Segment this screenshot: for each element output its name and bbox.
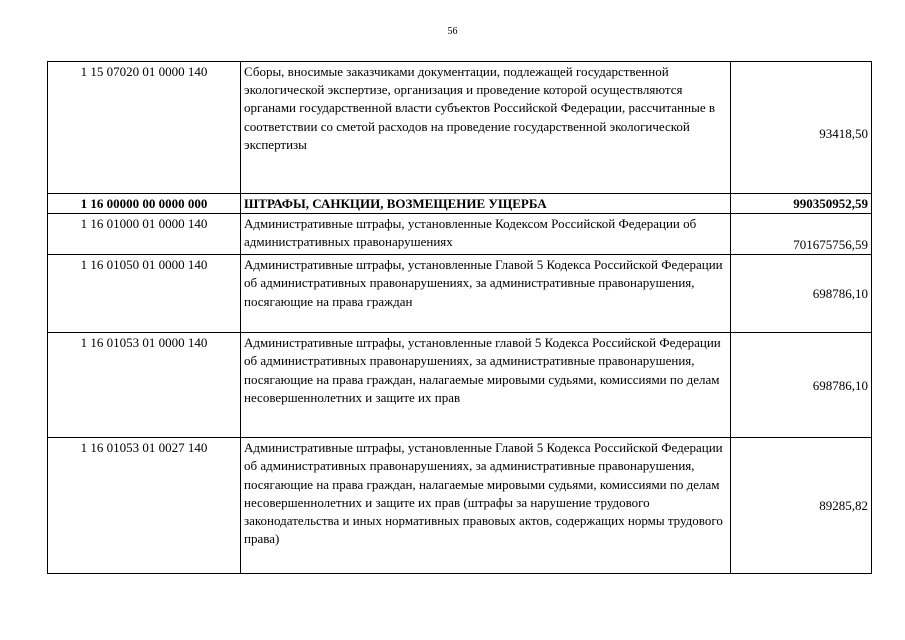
amount-cell: 990350952,59 bbox=[731, 194, 872, 214]
amount-cell: 701675756,59 bbox=[731, 214, 872, 255]
description-cell: Административные штрафы, установленные Кодексом Российской Федерации об административных правонарушениях bbox=[241, 214, 731, 255]
budget-table bbox=[47, 61, 872, 574]
budget-code-cell: 1 16 01000 01 0000 140 bbox=[48, 214, 241, 255]
budget-code-cell: 1 16 01053 01 0000 140 bbox=[48, 333, 241, 438]
budget-code-cell: 1 16 01053 01 0027 140 bbox=[48, 438, 241, 574]
amount-cell: 698786,10 bbox=[731, 255, 872, 333]
description-cell: Административные штрафы, установленные Главой 5 Кодекса Российской Федерации об административных правонарушениях, за административные правонарушения, посягающие на права граждан, налагаемые мировыми судьями, комиссиями по делам несовершеннолетних и защите их прав (штрафы за нарушение трудового законодательства и иных нормативных правовых актов, содержащих нормы трудового права) bbox=[241, 438, 731, 574]
budget-code-cell: 1 15 07020 01 0000 140 bbox=[48, 62, 241, 194]
table-row bbox=[48, 333, 872, 438]
page-number: 56 bbox=[447, 26, 458, 37]
amount-cell: 698786,10 bbox=[731, 333, 872, 438]
table-row bbox=[48, 214, 872, 255]
budget-code-cell: 1 16 00000 00 0000 000 bbox=[48, 194, 241, 214]
description-cell: Сборы, вносимые заказчиками документации, подлежащей государственной экологической экспертизе, организация и проведение которой осуществляются органами государственной власти субъектов Российской Федерации, рассчитанные в соответствии со сметой расходов на проведение государственной экологической экспертизы bbox=[241, 62, 731, 194]
table-row bbox=[48, 62, 872, 194]
amount-cell: 93418,50 bbox=[731, 62, 872, 194]
table-row bbox=[48, 438, 872, 574]
description-cell: Административные штрафы, установленные главой 5 Кодекса Российской Федерации об административных правонарушениях, за административные правонарушения, посягающие на права граждан, налагаемые мировыми судьями, комиссиями по делам несовершеннолетних и защите их прав bbox=[241, 333, 731, 438]
description-cell: Административные штрафы, установленные Главой 5 Кодекса Российской Федерации об административных правонарушениях, за административные правонарушения, посягающие на права граждан bbox=[241, 255, 731, 333]
budget-code-cell: 1 16 01050 01 0000 140 bbox=[48, 255, 241, 333]
table-row bbox=[48, 255, 872, 333]
description-cell: ШТРАФЫ, САНКЦИИ, ВОЗМЕЩЕНИЕ УЩЕРБА bbox=[241, 194, 731, 214]
table-row-section-header bbox=[48, 194, 872, 214]
amount-cell: 89285,82 bbox=[731, 438, 872, 574]
